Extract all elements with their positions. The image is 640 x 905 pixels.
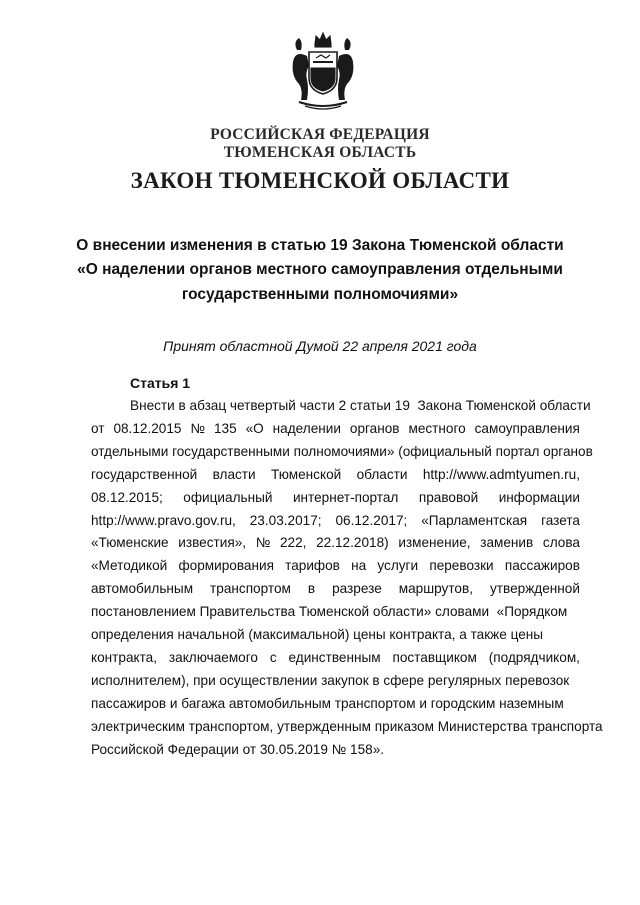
- article-word: заключаемого: [168, 649, 258, 665]
- article-word: (подрядчиком,: [488, 649, 580, 665]
- article-word: 135: [213, 420, 237, 436]
- article-word: известия»,: [178, 535, 247, 551]
- article-word: слова: [542, 535, 580, 551]
- article-word: 08.12.2015: [113, 420, 182, 436]
- tyumen-oblast-coat-of-arms-icon: [285, 28, 361, 114]
- article-word: http://www.pravo.gov.ru,: [91, 512, 236, 528]
- article-word: Внести в абзац четвертый части 2 статьи 19 Закона Тюменской области: [130, 398, 591, 413]
- article-text-line: [91, 627, 543, 643]
- article-text-line: [91, 444, 593, 460]
- article-word: заменив: [480, 535, 534, 551]
- article-word: №: [255, 535, 271, 551]
- article-word: «Тюменские: [91, 535, 169, 551]
- article-text-line: [91, 558, 580, 574]
- article-word: услуги: [377, 558, 419, 574]
- article-word: с: [269, 649, 277, 665]
- article-word: от: [91, 420, 105, 436]
- article-word: маршрутов,: [398, 581, 473, 597]
- article-text-line: [91, 696, 564, 712]
- article-word: в: [307, 581, 316, 597]
- article-text-line: [91, 535, 580, 551]
- article-word: органов: [349, 420, 400, 436]
- article-word: формирования: [178, 558, 274, 574]
- article-word: 22.12.2018): [316, 535, 389, 551]
- article-word: тарифов: [285, 558, 340, 574]
- article-word: государственной: [91, 466, 198, 482]
- article-word: определения начальной (максимальной) цены контракта, а также цены: [91, 627, 544, 642]
- country-name: РОССИЙСКАЯ ФЕДЕРАЦИЯ: [210, 126, 430, 143]
- article-word: пассажиров и багажа автомобильным транспортом и городским наземным: [91, 695, 564, 711]
- article-word: единственным: [288, 649, 381, 665]
- article-word: «Методикой: [91, 558, 168, 574]
- article-word: постановлением Правительства Тюменской области» словами «Порядком: [91, 604, 568, 620]
- article-word: электрическим транспортом, утвержденным приказом Министерства транспорта: [91, 718, 603, 734]
- article-word: исполнителем), при осуществлении закупок в сфере регулярных перевозок: [91, 672, 570, 688]
- article-text-line: [91, 742, 384, 758]
- article-text-line: [91, 513, 580, 529]
- article-word: утвержденной: [489, 581, 580, 597]
- article-word: контракта,: [91, 649, 158, 665]
- article-word: поставщиком: [392, 649, 477, 665]
- article-word: 08.12.2015;: [91, 489, 163, 505]
- article-word: местного: [408, 420, 466, 436]
- article-text-line: [91, 581, 580, 597]
- article-word: Российской Федерации от 30.05.2019 № 158».: [91, 741, 385, 757]
- adoption-note: Принят областной Думой 22 апреля 2021 года: [163, 338, 477, 354]
- article-word: интернет-портал: [292, 489, 399, 505]
- article-text-line: [91, 673, 569, 689]
- article-word: отдельными государственными полномочиями» (официальный портал органов: [91, 443, 593, 459]
- article-word: автомобильным: [91, 581, 194, 597]
- article-text-line: [91, 650, 580, 666]
- article-word: 222,: [279, 535, 307, 551]
- article-word: информации: [498, 489, 580, 505]
- article-word: 23.03.2017;: [249, 512, 322, 528]
- article-word: области: [356, 466, 408, 482]
- article-word: пассажиров: [504, 558, 580, 574]
- article-word: на: [351, 558, 367, 574]
- article-word: перевозки: [429, 558, 494, 574]
- article-word: №: [190, 420, 206, 436]
- article-word: изменение,: [398, 535, 471, 551]
- article-text-line: [91, 467, 580, 483]
- law-subject-line-3: государственными полномочиями»: [181, 286, 459, 303]
- article-text-line: [91, 490, 580, 506]
- article-word: Тюменской: [271, 466, 342, 482]
- article-word: власти: [212, 466, 256, 482]
- law-subject-line-2: «О наделении органов местного самоуправления отдельными: [77, 261, 563, 278]
- region-name: ТЮМЕНСКАЯ ОБЛАСТЬ: [223, 144, 417, 161]
- law-subject-line-1: О внесении изменения в статью 19 Закона Тюменской области: [76, 237, 564, 254]
- article-text-line: [91, 719, 603, 735]
- article-word: http://www.admtyumen.ru,: [422, 466, 580, 482]
- article-word: «Парламентская: [421, 512, 528, 528]
- article-word: 06.12.2017;: [335, 512, 408, 528]
- document-type-title: ЗАКОН ТЮМЕНСКОЙ ОБЛАСТИ: [130, 168, 510, 193]
- article-text-line: [130, 398, 591, 414]
- article-text-line: [91, 604, 567, 620]
- article-word: транспортом: [210, 581, 291, 597]
- article-word: официальный: [183, 489, 273, 505]
- article-word: самоуправления: [474, 420, 580, 436]
- article-word: правовой: [418, 489, 479, 505]
- article-word: «О: [245, 420, 264, 436]
- article-word: газета: [541, 512, 580, 528]
- article-word: разрезе: [332, 581, 382, 597]
- article-heading: Статья 1: [130, 375, 191, 391]
- article-word: наделении: [272, 420, 341, 436]
- article-text-line: [91, 421, 580, 437]
